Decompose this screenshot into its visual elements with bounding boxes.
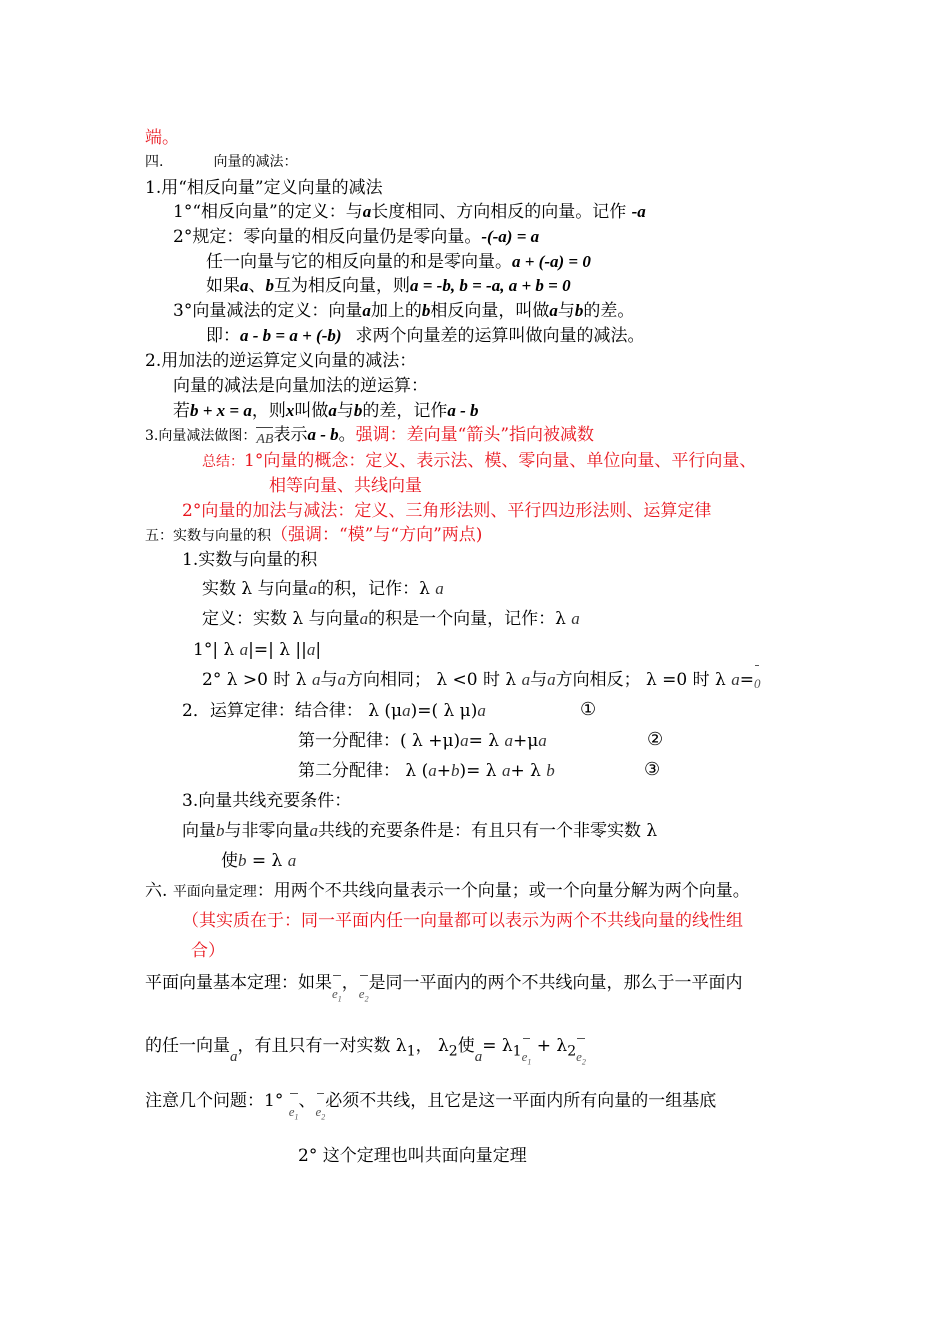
collinear-formula: 使b = λ a xyxy=(221,851,297,871)
theorem-essence-note: （其实质在于：同一平面内任一向量都可以表示为两个不共线向量的线性组 xyxy=(182,911,743,931)
opposite-condition: 如果a、b互为相反向量，则a = -b, b = -a, a + b = 0 xyxy=(206,276,571,296)
subsection-2-heading: 2.用加法的逆运算定义向量的减法： xyxy=(145,351,417,371)
equation-marker-2: ② xyxy=(647,729,664,750)
basic-theorem-statement: 平面向量基本定理：如果$e_1$，$e_2$是同一平面内的两个不共线向量，那么于一平面内 xyxy=(145,972,743,1011)
collinear-condition-text: 向量b与非零向量a共线的充要条件是：有且只有一个非零实数 λ xyxy=(182,821,658,841)
e1-vector: $e_1$ xyxy=(289,1101,299,1129)
e1-vector: $e_1$ xyxy=(332,983,342,1011)
second-distributive-law: 第二分配律： λ (a+b)= λ a+ λ b xyxy=(298,761,555,781)
vector-ab-symbol: AB xyxy=(256,429,273,451)
equation-marker-3: ③ xyxy=(644,759,661,780)
summary-point-1-cont: 相等向量、共线向量 xyxy=(269,476,422,496)
subsection-3-drawing: 3.向量减法做图：AB表示a - b。强调：差向量“箭头”指向被减数 xyxy=(145,424,594,451)
difference-definition: 若b + x = a，则x叫做a与b的差，记作a - b xyxy=(173,401,479,421)
sum-rule: 任一向量与它的相反向量的和是零向量。a + (-a) = 0 xyxy=(206,252,591,272)
e2-vector: $e_2$ xyxy=(359,983,369,1011)
first-distributive-law: 第一分配律：( λ +μ)a= λ a+μa xyxy=(298,731,547,751)
section-four-heading: 四. 向量的减法： xyxy=(145,154,298,170)
equation-marker-1: ① xyxy=(580,699,597,720)
e2-vector: $e_2$ xyxy=(316,1101,326,1129)
scalar-product-notation: 实数 λ 与向量a的积，记作：λ a xyxy=(202,579,444,599)
basis-note-1: 注意几个问题：1° $e_1$、$e_2$必须不共线，且它是这一平面内所有向量的一组基底 xyxy=(145,1090,716,1129)
theorem-essence-note-cont: 合） xyxy=(191,941,225,961)
direction-rule: 2° λ >0 时 λ a与a方向相同； λ <0 时 λ a与a方向相反； λ =0 时 λ a=0 xyxy=(202,669,760,695)
e1-vector: $e_1$ xyxy=(522,1046,532,1074)
subtraction-formula: 即：a - b = a + (-b) 求两个向量差的运算叫做向量的减法。 xyxy=(206,326,645,346)
collinear-condition-heading: 3.向量共线充要条件： xyxy=(182,791,352,811)
zero-vector-symbol: 0 xyxy=(754,673,761,695)
subtraction-definition: 3°向量减法的定义：向量a加上的b相反向量，叫做a与b的差。 xyxy=(173,301,635,321)
continued-text: 端。 xyxy=(145,128,179,148)
zero-vector-rule: 2°规定：零向量的相反向量仍是零向量。-(-a) = a xyxy=(173,227,540,247)
section-five-heading: 五：实数与向量的积（强调：“模”与“方向”两点) xyxy=(145,525,483,545)
summary-point-1: 总结：1°向量的概念：定义、表示法、模、零向量、单位向量、平行向量、 xyxy=(202,451,757,471)
section-six-heading: 六. 平面向量定理：用两个不共线向量表示一个向量；或一个向量分解为两个向量。 xyxy=(145,881,750,901)
summary-point-2: 2°向量的加法与减法：定义、三角形法则、平行四边形法则、运算定律 xyxy=(182,501,712,521)
inverse-operation-text: 向量的减法是向量加法的逆运算： xyxy=(173,376,428,396)
opposite-vector-definition: 1°“相反向量”的定义：与a长度相同、方向相反的向量。记作 -a xyxy=(173,202,646,222)
basic-theorem-statement-cont: 的任一向量a，有且只有一对实数 $\lambda_1$， $\lambda_2$使$a= \lambda_1e_1 + \lambda_2e_2$ xyxy=(145,1035,586,1074)
modulus-rule: 1°| λ a|=| λ ||a| xyxy=(193,640,322,660)
scalar-product-definition: 定义：实数 λ 与向量a的积是一个向量，记作：λ a xyxy=(202,609,580,629)
subsection-1-heading: 1.用“相反向量”定义向量的减法 xyxy=(145,178,383,198)
e2-vector: $e_2$ xyxy=(576,1046,586,1074)
associative-law: 2．运算定律：结合律： λ (μa)=( λ μ)a xyxy=(182,701,486,721)
basis-note-2: 2° 这个定理也叫共面向量定理 xyxy=(298,1146,527,1166)
scalar-product-heading: 1.实数与向量的积 xyxy=(182,550,318,570)
